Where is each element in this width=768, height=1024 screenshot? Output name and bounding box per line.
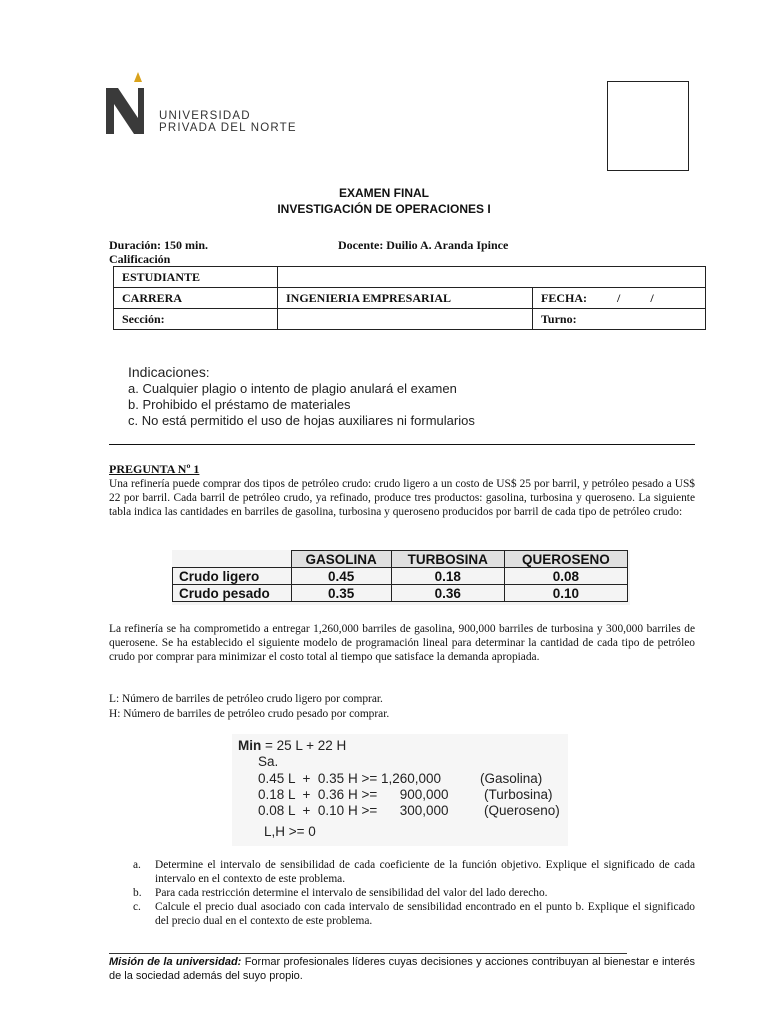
- photo-box: [607, 81, 689, 171]
- question-title: PREGUNTA Nº 1: [109, 462, 200, 476]
- product-table: [172, 550, 628, 602]
- student-field[interactable]: [278, 267, 706, 288]
- question-paragraph-2: La refinería se ha comprometido a entregar 1,260,000 barriles de gasolina, 900,000 barriles de turbosina y 300,000 barriles de querosene. Se ha establecido el siguiente modelo de programación lineal para determinar la cantidad de cada tipo de petróleo crudo por comprar para minimizar el costo total al tiempo que satisface la demanda apropiada.: [109, 623, 695, 663]
- grade-label: Calificación: [109, 252, 171, 266]
- header-cell: TURBOSINA: [391, 551, 504, 568]
- table-cell: 0.18: [391, 568, 504, 585]
- constraint-expr: 0.18 L + 0.36 H >= 900,000: [258, 787, 449, 802]
- constraint-expr: 0.08 L + 0.10 H >= 300,000: [258, 803, 449, 818]
- variable-l-definition: L: Número de barriles de petróleo crudo ligero por comprar.: [109, 693, 383, 705]
- instruction-item: c. No está permitido el uso de hojas auxiliares ni formularios: [128, 413, 475, 428]
- table-cell: 0.45: [291, 568, 391, 585]
- objective-expression: = 25 L + 22 H: [261, 738, 347, 753]
- upn-logo-icon: [104, 70, 156, 136]
- question-item: [109, 859, 695, 887]
- section-field[interactable]: [278, 309, 533, 330]
- section-label: Sección:: [114, 309, 278, 330]
- table-corner: [173, 551, 292, 568]
- exam-title: EXAMEN FINAL: [339, 186, 429, 200]
- logo-line-1: UNIVERSIDAD: [159, 110, 251, 122]
- shift-label: Turno:: [533, 309, 706, 330]
- lp-model-figure: [232, 734, 568, 846]
- item-text: Para cada restricción determine el intervalo de sensibilidad del valor del lado derecho.: [155, 887, 548, 899]
- instructions-colon: :: [205, 365, 210, 380]
- variable-h-definition: H: Número de barriles de petróleo crudo pesado por comprar.: [109, 708, 390, 720]
- date-label: FECHA: / /: [533, 288, 706, 309]
- table-cell: 0.08: [504, 568, 627, 585]
- objective-function: [238, 738, 346, 753]
- university-logo: [104, 70, 314, 140]
- question-item: [109, 887, 695, 901]
- student-label: ESTUDIANTE: [114, 267, 278, 288]
- instruction-item: b. Prohibido el préstamo de materiales: [128, 397, 351, 412]
- constraint-expr: 0.45 L + 0.35 H >= 1,260,000: [258, 771, 442, 786]
- university-mission: [109, 956, 695, 983]
- item-number: b.: [133, 887, 142, 899]
- product-table-figure: [172, 550, 630, 605]
- student-info-table: [113, 266, 706, 330]
- item-text: Determine el intervalo de sensibilidad de cada coeficiente de la función objetivo. Explique el significado de cada intervalo en el contexto de este problema.: [155, 859, 695, 885]
- objective-keyword: Min: [238, 738, 262, 753]
- table-cell: 0.35: [291, 585, 391, 602]
- instruction-item: a. Cualquier plagio o intento de plagio anulará el examen: [128, 381, 457, 396]
- table-cell: 0.10: [504, 585, 627, 602]
- question-paragraph-1: Una refinería puede comprar dos tipos de petróleo crudo: crudo ligero a un costo de US$ 25 por barril, y petróleo pesado a US$ 22 por barril. Cada barril de petróleo crudo, ya refinado, produce tres productos: gasolina, turbosina y queroseno. La siguiente tabla indica las cantidades en barriles de gasolina, turbosina y queroseno producidos por barril de cada tipo de petróleo crudo:: [109, 478, 695, 518]
- mission-text: Formar profesionales líderes cuyas decisiones y acciones contribuyan al bienestar e interés de la sociedad además del suyo propio.: [109, 956, 695, 982]
- row-label: Crudo ligero: [173, 568, 292, 585]
- header-cell: GASOLINA: [291, 551, 391, 568]
- constraint-label: (Queroseno): [484, 803, 560, 818]
- row-label: Crudo pesado: [173, 585, 292, 602]
- career-value: INGENIERIA EMPRESARIAL: [278, 288, 533, 309]
- item-number: a.: [133, 859, 141, 871]
- mission-label: Misión de la universidad:: [109, 956, 242, 968]
- instructions-title: Indicaciones: [128, 364, 206, 380]
- footer-divider: [109, 953, 627, 954]
- header-cell: QUEROSENO: [504, 551, 627, 568]
- subject-to: Sa.: [258, 754, 279, 769]
- non-negativity: L,H >= 0: [264, 824, 316, 839]
- constraint-label: (Turbosina): [484, 787, 553, 802]
- instructions: [128, 364, 475, 429]
- item-text: Calcule el precio dual asociado con cada intervalo de sensibilidad encontrado en el punto b. Explique el significado del precio dual en el contexto de este problema.: [155, 901, 695, 927]
- constraint-label: (Gasolina): [480, 771, 543, 786]
- teacher: Docente: Duilio A. Aranda Ipince: [338, 238, 509, 252]
- course-title: INVESTIGACIÓN DE OPERACIONES I: [277, 202, 491, 216]
- divider: [109, 444, 695, 445]
- logo-line-2: PRIVADA DEL NORTE: [159, 122, 297, 134]
- duration: Duración: 150 min.: [109, 238, 208, 252]
- career-label: CARRERA: [114, 288, 278, 309]
- item-number: c.: [133, 901, 141, 913]
- question-item: [109, 901, 695, 929]
- table-cell: 0.36: [391, 585, 504, 602]
